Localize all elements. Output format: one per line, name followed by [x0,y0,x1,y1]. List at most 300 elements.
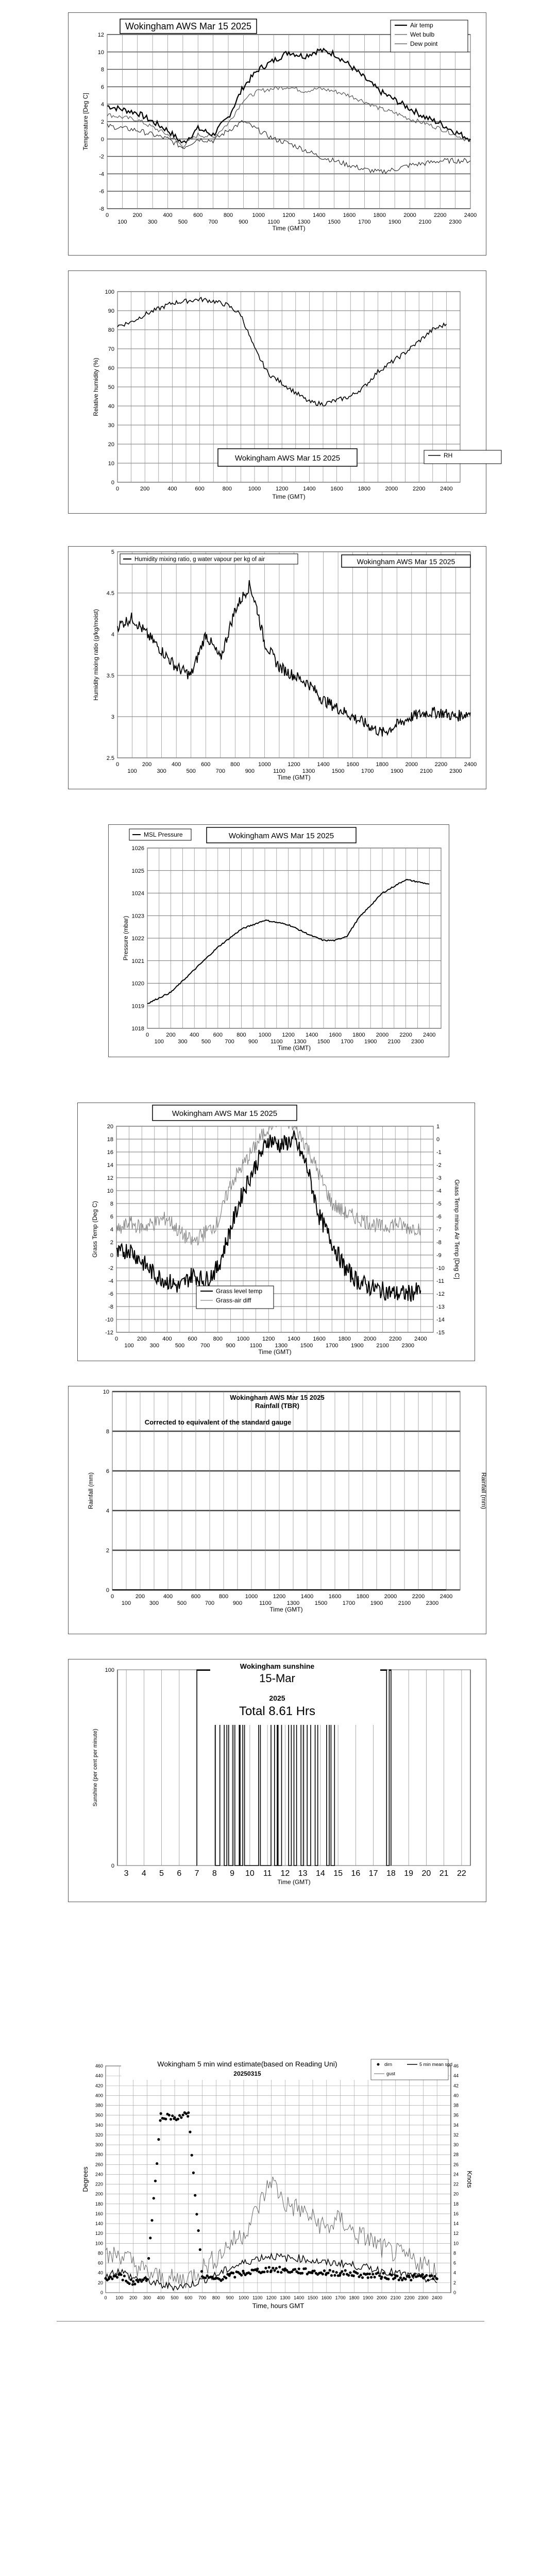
y-tick-label: 70 [108,346,114,352]
x-tick-label: 0 [104,2295,107,2300]
y-tick-label: 6 [100,84,104,91]
y-tick-label: 90 [108,308,114,314]
x-tick-label: 1000 [252,212,265,218]
x-tick-label: 1800 [376,761,388,768]
y-tick-label: 20 [97,2280,103,2285]
x-tick-label-lower: 300 [149,1600,159,1606]
x-tick-label: 600 [201,761,211,768]
x-tick-label: 20 [421,1869,431,1878]
y-tick-label: 380 [95,2103,103,2108]
direction-point [333,2274,336,2277]
y-tick-label: 1024 [131,890,144,897]
x-tick-label-lower: 1500 [331,768,345,774]
x-tick-label-lower: 900 [239,219,248,225]
x-tick-label-lower: 1900 [364,1039,377,1045]
direction-point [368,2273,371,2275]
direction-point [194,2194,196,2197]
legend-entry: Grass level temp [216,1287,263,1295]
direction-point [322,2273,324,2275]
x-tick-label: 200 [135,1594,145,1600]
y-tick-label: 10 [107,1188,113,1194]
y-tick-label: 10 [97,49,104,56]
direction-point [342,2273,345,2276]
y-tick-label: 240 [95,2172,103,2177]
y-tick-label: 260 [95,2162,103,2167]
y-tick-label: 440 [95,2073,103,2079]
y-right-tick-label: -15 [436,1330,445,1336]
direction-point [197,2229,200,2232]
y-tick-label: 6 [110,1214,113,1220]
y-tick-label: 18 [107,1137,113,1143]
y-tick-label: 100 [105,289,114,295]
direction-point [199,2248,201,2251]
direction-point [380,2276,383,2278]
direction-point [133,2283,136,2285]
x-tick-label: 200 [166,1032,176,1038]
x-tick-label-lower: 2300 [426,1600,439,1606]
y-right-tick-label: -4 [436,1188,442,1194]
sunshine-panel [68,1659,486,1902]
direction-point [408,2276,411,2278]
year-label: 2025 [269,1694,285,1702]
y-tick-label: 16 [107,1149,113,1156]
x-tick-label-lower: 900 [232,1600,243,1606]
y-tick-label: -10 [105,1317,113,1323]
x-tick-label: 100 [115,2295,124,2300]
y-axis-label: Rainfall (mm) [87,1472,94,1510]
x-tick-label: 600 [191,1594,201,1600]
y-tick-label: 200 [95,2191,103,2197]
x-tick-label-lower: 1500 [314,1600,328,1606]
x-axis-label: Time (GMT) [272,225,306,232]
direction-point [360,2274,362,2276]
x-tick-label: 6 [177,1869,182,1878]
x-tick-label: 2200 [388,1336,402,1342]
sunshine-bar [389,1670,391,1671]
chart-title: Wokingham AWS Mar 15 2025 [230,1394,325,1401]
x-tick-label: 16 [351,1869,361,1878]
x-tick-label: 1200 [275,486,289,492]
y-tick-label: 14 [107,1162,113,1168]
date-label: 15-Mar [259,1672,295,1685]
direction-point [128,2282,131,2285]
x-tick-label: 800 [218,1594,229,1600]
y-tick-label: 0 [110,1252,113,1259]
direction-point [147,2257,150,2260]
y-tick-label: 100 [105,1667,114,1673]
y-tick-label: 8 [106,1429,109,1435]
y-right-tick-label: 26 [453,2162,459,2167]
y-tick-label: -2 [108,1265,113,1272]
y-right-tick-label: 34 [453,2122,459,2128]
chart-title: Wokingham sunshine [240,1662,315,1670]
x-tick-label: 19 [404,1869,414,1878]
direction-point [356,2272,359,2275]
direction-point [430,2275,433,2277]
x-tick-label-lower: 300 [149,1343,159,1349]
x-tick-label: 2000 [405,761,418,768]
x-tick-label: 1600 [330,486,343,492]
direction-point [177,2117,179,2120]
rainfall-chart [69,1386,486,1634]
y-tick-label: 50 [108,384,114,391]
x-tick-label: 0 [115,761,120,768]
direction-point [153,2197,155,2199]
direction-point [387,2278,390,2280]
legend-entry: Grass-air diff [216,1297,251,1304]
y-tick-label: 280 [95,2152,103,2158]
direction-point [377,2272,379,2274]
y-right-tick-label: 30 [453,2142,459,2148]
direction-point [272,2267,274,2269]
x-tick-label: 600 [213,1032,223,1038]
direction-point [195,2213,198,2215]
direction-point [157,2138,160,2141]
direction-point [156,2162,158,2165]
legend-entry: RH [444,452,453,459]
y-right-tick-label: 38 [453,2103,459,2108]
direction-point [149,2236,151,2239]
y-tick-label: 320 [95,2132,103,2138]
direction-point [327,2272,329,2274]
x-tick-label: 400 [163,212,173,218]
x-tick-label-lower: 2100 [387,1039,401,1045]
x-tick-label-lower: 100 [121,1600,131,1606]
x-tick-label: 800 [230,761,240,768]
direction-point [394,2277,396,2279]
x-tick-label-lower: 1300 [294,1039,307,1045]
x-tick-label: 0 [110,1594,114,1600]
humidity-chart [69,271,486,513]
y-tick-label: 420 [95,2083,103,2089]
y-tick-label: 2 [110,1240,113,1246]
direction-point [275,2267,278,2269]
y-tick-label: 0 [111,480,114,486]
y-tick-label: 10 [103,1389,109,1395]
x-tick-label: 200 [132,212,142,218]
chart-title: Wokingham AWS Mar 15 2025 [125,21,252,31]
x-tick-label-lower: 1700 [342,1600,356,1606]
y-right-tick-label: -12 [436,1291,445,1297]
direction-point [347,2274,350,2277]
x-tick-label: 10 [245,1869,255,1878]
direction-point [173,2116,176,2119]
y-right-tick-label: 42 [453,2083,459,2089]
x-tick-label-lower: 1300 [286,1600,300,1606]
direction-point [398,2279,400,2281]
direction-point [225,2277,227,2279]
y-right-tick-label: 32 [453,2132,459,2138]
y-axis-label: Grass Temp (Deg C) [91,1201,98,1258]
y-axis-label: Sunshine (per cent per minute) [92,1728,98,1807]
direction-point [122,2279,124,2281]
x-tick-label: 1600 [328,1594,342,1600]
pressure-chart [109,825,449,1057]
y-tick-label: 2.5 [106,755,114,761]
x-tick-label-lower: 1100 [267,219,280,225]
x-tick-label-lower: 700 [205,1600,215,1606]
y-right-tick-label: -7 [436,1227,442,1233]
x-tick-label: 1700 [335,2295,346,2300]
y-tick-label: 12 [97,32,104,38]
legend-entry: MSL Pressure [144,831,183,838]
x-tick-label: 2100 [390,2295,401,2300]
direction-point [131,2283,134,2286]
direction-point [256,2267,259,2270]
x-tick-label: 18 [386,1869,396,1878]
y-right-tick-label: -3 [436,1175,442,1181]
x-tick-label: 1000 [245,1594,258,1600]
x-tick-label-lower: 2300 [449,768,462,774]
y-right-tick-label: 18 [453,2201,459,2207]
x-tick-label: 1800 [352,1032,365,1038]
direction-point [280,2271,282,2274]
y-tick-label: -4 [108,1278,113,1284]
direction-point [191,2154,193,2157]
direction-point [137,2280,140,2283]
direction-point [232,2272,234,2274]
y-tick-label: 1019 [131,1003,144,1010]
x-tick-label: 1200 [262,1336,275,1342]
y-right-tick-label: 1 [436,1124,440,1130]
direction-point [277,2270,279,2273]
direction-point [182,2114,184,2116]
x-tick-label: 2000 [376,1032,389,1038]
direction-point [433,2275,436,2278]
x-tick-label: 3 [124,1869,129,1878]
x-tick-label: 13 [298,1869,308,1878]
x-tick-label-lower: 1100 [270,1039,283,1045]
direction-point [313,2269,316,2272]
y-tick-label: 6 [106,1468,109,1475]
direction-point [204,2277,207,2279]
x-tick-label-lower: 500 [178,219,188,225]
direction-point [180,2116,182,2119]
x-tick-label: 0 [114,1336,119,1342]
x-tick-label: 1400 [317,761,330,768]
y-right-tick-label: -9 [436,1252,442,1259]
y-tick-label: 340 [95,2122,103,2128]
y-tick-label: -2 [99,154,104,160]
x-tick-label-lower: 1900 [388,219,401,225]
y-right-tick-label: -8 [436,1240,442,1246]
y-right-tick-label: 24 [453,2172,459,2177]
direction-point [200,2270,203,2273]
x-tick-label: 2000 [385,486,398,492]
y-right-tick-label: -6 [436,1214,442,1220]
x-tick-label: 2200 [412,486,426,492]
direction-point [132,2280,134,2283]
grass-chart [78,1103,475,1361]
x-tick-label: 1800 [356,1594,369,1600]
x-tick-label: 400 [171,761,181,768]
wind-chart [77,2058,474,2316]
x-tick-label: 1000 [236,1336,250,1342]
y-right-tick-label: 14 [453,2221,459,2227]
x-tick-label-lower: 2100 [420,768,433,774]
x-tick-label: 1300 [280,2295,291,2300]
x-tick-label: 1900 [363,2295,374,2300]
y-right-axis-label: Rainfall (mm) [480,1472,487,1510]
x-tick-label: 400 [162,1336,172,1342]
y-right-tick-label: -11 [436,1278,445,1284]
x-tick-label-lower: 100 [124,1343,134,1349]
direction-point [323,2269,326,2272]
y-right-tick-label: -10 [436,1265,445,1272]
x-tick-label-lower: 2300 [401,1343,415,1349]
y-right-tick-label: 46 [453,2063,459,2069]
direction-point [391,2274,393,2276]
x-tick-label-lower: 1700 [341,1039,353,1045]
direction-point [154,2180,157,2182]
direction-point [116,2276,119,2279]
x-tick-label: 1400 [305,1032,318,1038]
x-tick-label-lower: 500 [186,768,196,774]
x-tick-label-lower: 1300 [275,1343,288,1349]
x-tick-label-lower: 2100 [398,1600,411,1606]
x-tick-label: 1000 [248,486,261,492]
y-tick-label: 0 [100,2290,103,2295]
y-tick-label: 8 [110,1201,113,1207]
y-tick-label: 12 [107,1175,113,1181]
x-tick-label: 800 [213,1336,223,1342]
x-tick-label: 2000 [384,1594,397,1600]
direction-point [264,2267,267,2269]
y-tick-label: 2 [106,1548,109,1554]
x-axis-label: Time (GMT) [277,774,311,781]
x-tick-label: 400 [167,486,177,492]
direction-point [171,2114,174,2117]
chart-title: Wokingham AWS Mar 15 2025 [357,557,455,566]
y-tick-label: 4 [110,1227,113,1233]
direction-point [192,2172,195,2174]
x-tick-label: 800 [236,1032,246,1038]
x-tick-label-lower: 1700 [361,768,374,774]
y-right-tick-label: -13 [436,1304,445,1310]
y-tick-label: 400 [95,2093,103,2098]
direction-point [263,2270,265,2273]
x-tick-label: 2000 [403,212,416,218]
direction-point [187,2111,190,2114]
x-tick-label: 2000 [376,2295,387,2300]
x-tick-label: 4 [141,1869,146,1878]
y-tick-label: -6 [108,1291,113,1297]
x-tick-label: 2200 [399,1032,412,1038]
y-right-tick-label: 20 [453,2191,459,2197]
y-tick-label: 1020 [131,980,144,987]
y-tick-label: 20 [108,442,114,448]
direction-point [413,2273,416,2276]
x-tick-label: 900 [226,2295,234,2300]
y-tick-label: 4 [111,632,114,638]
x-tick-label: 0 [145,1032,149,1038]
y-right-tick-label: 2 [453,2280,457,2285]
x-tick-label: 2200 [434,761,448,768]
y-tick-label: 3.5 [106,673,114,679]
direction-point [249,2273,251,2275]
x-tick-label-lower: 500 [175,1343,185,1349]
mixing-ratio-chart [69,547,486,789]
x-tick-label-lower: 1900 [391,768,403,774]
x-tick-label: 600 [184,2295,193,2300]
y-tick-label: 0 [111,1863,114,1869]
x-tick-label: 600 [188,1336,197,1342]
y-tick-label: 220 [95,2181,103,2187]
y-axis-label: Temperature [Deg C] [82,93,89,150]
x-tick-label: 17 [368,1869,378,1878]
x-tick-label: 200 [142,761,152,768]
x-tick-label: 1000 [258,761,271,768]
direction-point [123,2275,126,2277]
y-right-axis-label: Knots [466,2171,474,2188]
x-tick-label: 2400 [464,761,477,768]
y-tick-label: 2 [100,119,104,125]
x-tick-label-lower: 100 [154,1039,164,1045]
y-tick-label: 20 [107,1124,113,1130]
x-tick-label: 1500 [307,2295,318,2300]
x-tick-label: 1600 [321,2295,332,2300]
direction-point [427,2279,429,2281]
y-right-tick-label: 28 [453,2152,459,2158]
x-tick-label-lower: 300 [157,768,166,774]
y-right-tick-label: -2 [436,1162,442,1168]
y-right-tick-label: 8 [453,2250,457,2256]
wind-panel [77,2058,474,2316]
y-tick-label: 460 [95,2063,103,2069]
x-tick-label: 800 [222,486,232,492]
y-tick-label: 40 [108,403,114,410]
direction-point [222,2278,224,2281]
y-right-tick-label: 0 [436,1137,440,1143]
direction-point [404,2278,407,2280]
y-tick-label: -12 [105,1330,113,1336]
direction-point [111,2278,113,2280]
x-tick-label: 1400 [288,1336,300,1342]
direction-point [150,2219,153,2222]
x-tick-label: 1400 [303,486,316,492]
rainfall-panel [68,1386,486,1634]
y-tick-label: 1021 [131,958,144,964]
chart-title: Wokingham AWS Mar 15 2025 [234,454,341,463]
x-tick-label: 2200 [404,2295,415,2300]
y-right-tick-label: 16 [453,2211,459,2216]
y-right-tick-label: -1 [436,1149,442,1156]
x-tick-label: 300 [143,2295,151,2300]
direction-point [160,2112,162,2115]
y-tick-label: -8 [99,206,104,212]
direction-point [421,2273,424,2276]
direction-point [120,2274,122,2276]
legend-entry: dirn [384,2062,393,2067]
x-tick-label: 5 [159,1869,164,1878]
x-tick-label: 2400 [464,212,477,218]
x-tick-label-lower: 300 [178,1039,188,1045]
x-tick-label: 200 [137,1336,147,1342]
direction-point [266,2270,269,2273]
temperature-panel [68,12,486,256]
x-tick-label: 0 [105,212,109,218]
x-tick-label: 1000 [238,2295,249,2300]
direction-point [233,2276,236,2278]
x-tick-label: 2200 [412,1594,425,1600]
x-axis-label: Time (GMT) [277,1044,311,1052]
x-tick-label: 1200 [273,1594,286,1600]
x-tick-label: 200 [140,486,150,492]
x-axis-label: Time (GMT) [258,1348,292,1355]
direction-point [410,2279,412,2281]
y-tick-label: 1018 [131,1026,144,1032]
y-tick-label: -8 [108,1304,113,1310]
